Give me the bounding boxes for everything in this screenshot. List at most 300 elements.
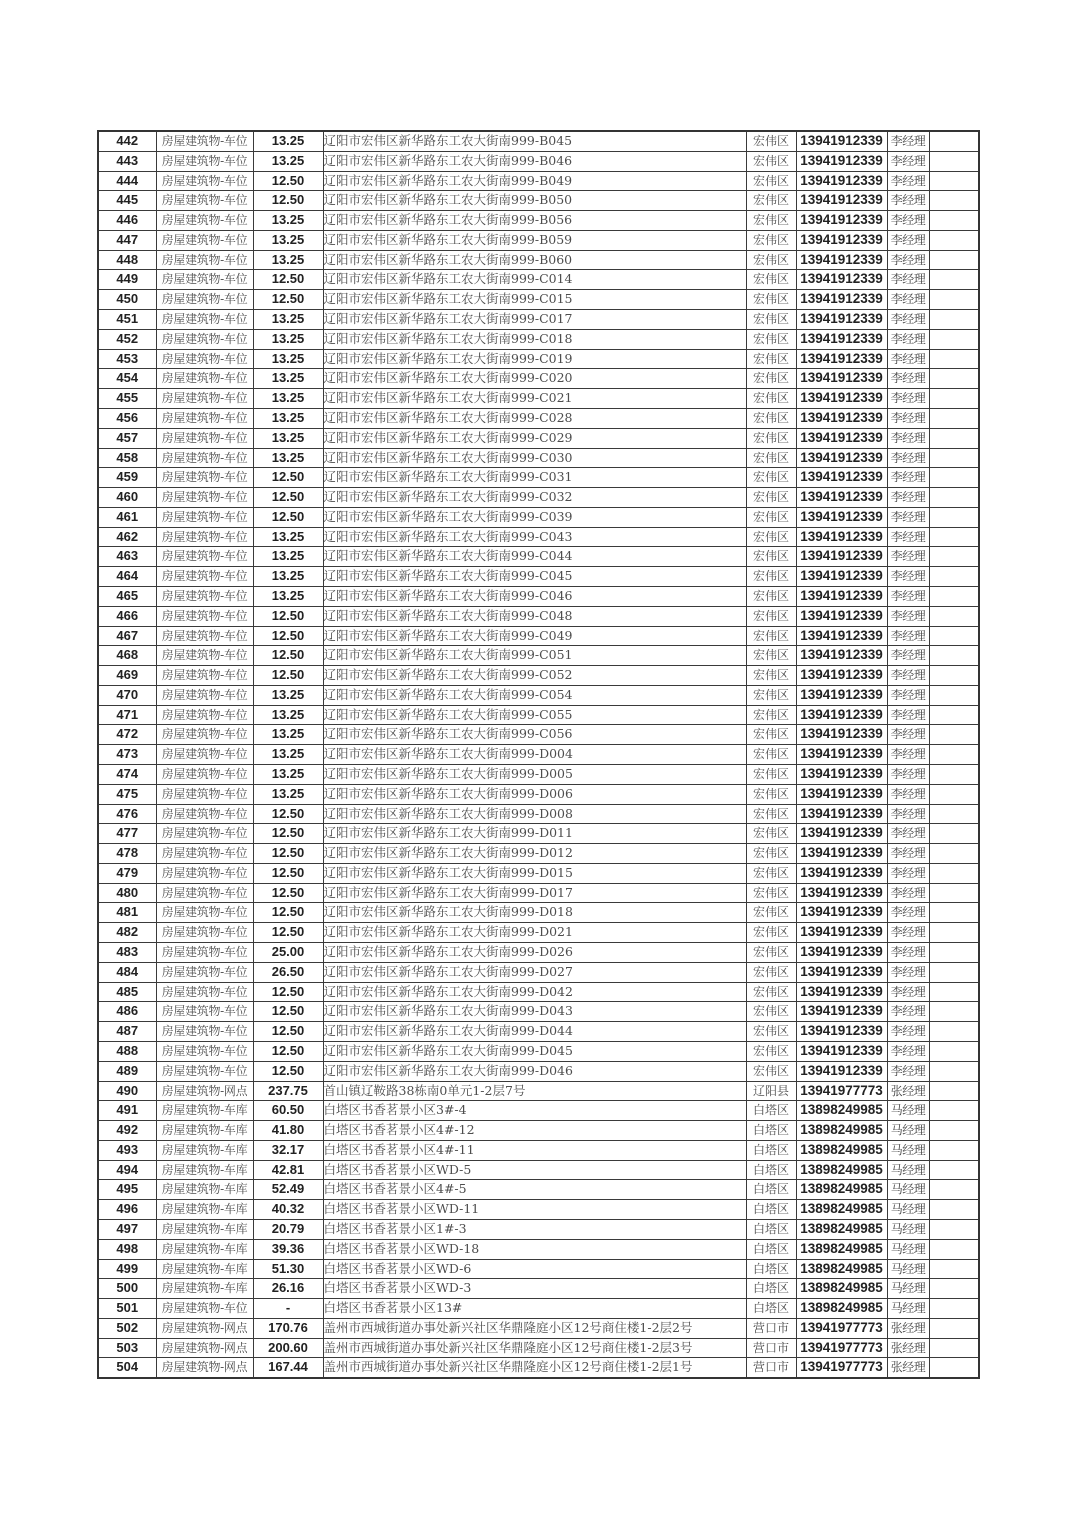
cell-district: 宏伟区 <box>746 1041 796 1061</box>
table-row <box>98 685 979 705</box>
cell-phone-number: 13941912339 <box>796 507 887 527</box>
cell-row-number: 446 <box>98 211 156 231</box>
cell-empty-cell <box>929 151 979 171</box>
cell-row-number: 469 <box>98 666 156 686</box>
cell-manager-name: 李经理 <box>887 1061 929 1081</box>
table-row <box>98 1002 979 1022</box>
table-row <box>98 883 979 903</box>
cell-district: 白塔区 <box>746 1219 796 1239</box>
cell-area-value: 13.25 <box>253 685 323 705</box>
cell-district: 宏伟区 <box>746 547 796 567</box>
cell-district: 宏伟区 <box>746 310 796 330</box>
cell-empty-cell <box>929 250 979 270</box>
cell-manager-name: 李经理 <box>887 725 929 745</box>
cell-row-number: 473 <box>98 745 156 765</box>
cell-manager-name: 李经理 <box>887 765 929 785</box>
table-row <box>98 824 979 844</box>
cell-row-number: 443 <box>98 151 156 171</box>
cell-area-value: 42.81 <box>253 1160 323 1180</box>
cell-phone-number: 13941912339 <box>796 428 887 448</box>
table-row <box>98 725 979 745</box>
cell-property-type: 房屋建筑物-车位 <box>156 428 253 448</box>
cell-area-value: 13.25 <box>253 349 323 369</box>
cell-phone-number: 13941912339 <box>796 903 887 923</box>
cell-empty-cell <box>929 982 979 1002</box>
cell-empty-cell <box>929 1219 979 1239</box>
cell-area-value: 12.50 <box>253 606 323 626</box>
cell-row-number: 479 <box>98 863 156 883</box>
cell-manager-name: 李经理 <box>887 1002 929 1022</box>
cell-address: 盖州市西城街道办事处新兴社区华鼎隆庭小区12号商住楼1-2层3号 <box>323 1338 746 1358</box>
cell-phone-number: 13941912339 <box>796 804 887 824</box>
cell-property-type: 房屋建筑物-网点 <box>156 1318 253 1338</box>
cell-area-value: 12.50 <box>253 824 323 844</box>
cell-phone-number: 13941912339 <box>796 131 887 151</box>
cell-district: 宏伟区 <box>746 784 796 804</box>
cell-row-number: 468 <box>98 646 156 666</box>
table-row <box>98 1259 979 1279</box>
cell-manager-name: 李经理 <box>887 349 929 369</box>
table-row <box>98 646 979 666</box>
cell-row-number: 501 <box>98 1299 156 1319</box>
cell-row-number: 499 <box>98 1259 156 1279</box>
cell-area-value: 13.25 <box>253 567 323 587</box>
cell-row-number: 478 <box>98 844 156 864</box>
table-row <box>98 1299 979 1319</box>
cell-row-number: 474 <box>98 765 156 785</box>
cell-address: 辽阳市宏伟区新华路东工农大街南999-D018 <box>323 903 746 923</box>
cell-property-type: 房屋建筑物-车位 <box>156 844 253 864</box>
table-row <box>98 1219 979 1239</box>
cell-phone-number: 13898249985 <box>796 1219 887 1239</box>
cell-manager-name: 马经理 <box>887 1140 929 1160</box>
cell-phone-number: 13941912339 <box>796 488 887 508</box>
table-row <box>98 448 979 468</box>
cell-manager-name: 马经理 <box>887 1239 929 1259</box>
cell-district: 宏伟区 <box>746 369 796 389</box>
cell-area-value: 237.75 <box>253 1081 323 1101</box>
cell-address: 白塔区书香茗景小区4#-12 <box>323 1121 746 1141</box>
cell-district: 宏伟区 <box>746 448 796 468</box>
cell-district: 宏伟区 <box>746 567 796 587</box>
cell-area-value: 13.25 <box>253 705 323 725</box>
cell-manager-name: 李经理 <box>887 250 929 270</box>
cell-empty-cell <box>929 191 979 211</box>
table-row <box>98 230 979 250</box>
cell-property-type: 房屋建筑物-车位 <box>156 943 253 963</box>
cell-property-type: 房屋建筑物-车位 <box>156 1002 253 1022</box>
cell-area-value: 12.50 <box>253 1061 323 1081</box>
cell-manager-name: 张经理 <box>887 1081 929 1101</box>
cell-address: 白塔区书香茗景小区WD-18 <box>323 1239 746 1259</box>
cell-phone-number: 13941912339 <box>796 824 887 844</box>
table-row <box>98 151 979 171</box>
cell-manager-name: 李经理 <box>887 824 929 844</box>
table-row <box>98 1180 979 1200</box>
cell-manager-name: 李经理 <box>887 488 929 508</box>
cell-address: 白塔区书香茗景小区WD-3 <box>323 1279 746 1299</box>
cell-empty-cell <box>929 666 979 686</box>
cell-row-number: 487 <box>98 1022 156 1042</box>
cell-empty-cell <box>929 270 979 290</box>
cell-manager-name: 李经理 <box>887 883 929 903</box>
cell-address: 白塔区书香茗景小区WD-5 <box>323 1160 746 1180</box>
cell-district: 宏伟区 <box>746 230 796 250</box>
cell-manager-name: 李经理 <box>887 389 929 409</box>
cell-phone-number: 13898249985 <box>796 1259 887 1279</box>
cell-area-value: 25.00 <box>253 943 323 963</box>
cell-address: 白塔区书香茗景小区1#-3 <box>323 1219 746 1239</box>
cell-row-number: 504 <box>98 1358 156 1378</box>
cell-address: 首山镇辽鞍路38栋南0单元1-2层7号 <box>323 1081 746 1101</box>
table-row <box>98 290 979 310</box>
cell-district: 营口市 <box>746 1338 796 1358</box>
cell-phone-number: 13941912339 <box>796 1041 887 1061</box>
cell-manager-name: 马经理 <box>887 1259 929 1279</box>
cell-address: 辽阳市宏伟区新华路东工农大街南999-B056 <box>323 211 746 231</box>
cell-phone-number: 13898249985 <box>796 1180 887 1200</box>
cell-area-value: 12.50 <box>253 1022 323 1042</box>
cell-manager-name: 马经理 <box>887 1101 929 1121</box>
cell-property-type: 房屋建筑物-车位 <box>156 982 253 1002</box>
cell-row-number: 497 <box>98 1219 156 1239</box>
cell-property-type: 房屋建筑物-车位 <box>156 666 253 686</box>
cell-phone-number: 13898249985 <box>796 1299 887 1319</box>
cell-address: 辽阳市宏伟区新华路东工农大街南999-C055 <box>323 705 746 725</box>
cell-address: 辽阳市宏伟区新华路东工农大街南999-D004 <box>323 745 746 765</box>
cell-phone-number: 13941912339 <box>796 389 887 409</box>
cell-area-value: 12.50 <box>253 290 323 310</box>
cell-district: 宏伟区 <box>746 705 796 725</box>
table-row <box>98 863 979 883</box>
cell-empty-cell <box>929 923 979 943</box>
cell-empty-cell <box>929 171 979 191</box>
cell-area-value: 200.60 <box>253 1338 323 1358</box>
cell-address: 辽阳市宏伟区新华路东工农大街南999-C029 <box>323 428 746 448</box>
cell-empty-cell <box>929 705 979 725</box>
cell-manager-name: 李经理 <box>887 468 929 488</box>
table-row <box>98 1121 979 1141</box>
cell-empty-cell <box>929 1299 979 1319</box>
table-row <box>98 943 979 963</box>
cell-address: 辽阳市宏伟区新华路东工农大街南999-C018 <box>323 329 746 349</box>
cell-district: 宏伟区 <box>746 191 796 211</box>
cell-row-number: 463 <box>98 547 156 567</box>
cell-district: 宏伟区 <box>746 488 796 508</box>
table-row <box>98 349 979 369</box>
cell-phone-number: 13941912339 <box>796 982 887 1002</box>
cell-row-number: 466 <box>98 606 156 626</box>
cell-phone-number: 13941912339 <box>796 250 887 270</box>
table-row <box>98 131 979 151</box>
cell-area-value: 60.50 <box>253 1101 323 1121</box>
cell-property-type: 房屋建筑物-车位 <box>156 527 253 547</box>
cell-address: 辽阳市宏伟区新华路东工农大街南999-C046 <box>323 586 746 606</box>
cell-empty-cell <box>929 725 979 745</box>
cell-address: 辽阳市宏伟区新华路东工农大街南999-C056 <box>323 725 746 745</box>
cell-phone-number: 13941912339 <box>796 527 887 547</box>
cell-row-number: 464 <box>98 567 156 587</box>
table-row <box>98 765 979 785</box>
table-row <box>98 310 979 330</box>
cell-district: 宏伟区 <box>746 883 796 903</box>
cell-empty-cell <box>929 211 979 231</box>
cell-district: 宏伟区 <box>746 586 796 606</box>
cell-row-number: 454 <box>98 369 156 389</box>
cell-district: 宏伟区 <box>746 468 796 488</box>
cell-district: 宏伟区 <box>746 171 796 191</box>
cell-area-value: 12.50 <box>253 844 323 864</box>
cell-phone-number: 13941912339 <box>796 567 887 587</box>
cell-district: 白塔区 <box>746 1259 796 1279</box>
cell-district: 宏伟区 <box>746 349 796 369</box>
cell-district: 宏伟区 <box>746 329 796 349</box>
cell-area-value: 51.30 <box>253 1259 323 1279</box>
cell-empty-cell <box>929 685 979 705</box>
cell-property-type: 房屋建筑物-车库 <box>156 1180 253 1200</box>
cell-address: 辽阳市宏伟区新华路东工农大街南999-D015 <box>323 863 746 883</box>
cell-address: 辽阳市宏伟区新华路东工农大街南999-C052 <box>323 666 746 686</box>
cell-manager-name: 李经理 <box>887 844 929 864</box>
cell-address: 辽阳市宏伟区新华路东工农大街南999-D008 <box>323 804 746 824</box>
cell-district: 宏伟区 <box>746 211 796 231</box>
cell-address: 辽阳市宏伟区新华路东工农大街南999-B046 <box>323 151 746 171</box>
cell-area-value: 12.50 <box>253 626 323 646</box>
cell-manager-name: 李经理 <box>887 369 929 389</box>
cell-empty-cell <box>929 1121 979 1141</box>
cell-row-number: 477 <box>98 824 156 844</box>
cell-district: 宏伟区 <box>746 131 796 151</box>
cell-address: 辽阳市宏伟区新华路东工农大街南999-C048 <box>323 606 746 626</box>
cell-area-value: 13.25 <box>253 329 323 349</box>
table-row <box>98 1338 979 1358</box>
cell-row-number: 498 <box>98 1239 156 1259</box>
cell-empty-cell <box>929 488 979 508</box>
cell-empty-cell <box>929 1041 979 1061</box>
cell-row-number: 445 <box>98 191 156 211</box>
cell-property-type: 房屋建筑物-车位 <box>156 151 253 171</box>
cell-phone-number: 13941912339 <box>796 725 887 745</box>
cell-manager-name: 李经理 <box>887 1022 929 1042</box>
cell-property-type: 房屋建筑物-车位 <box>156 784 253 804</box>
cell-row-number: 488 <box>98 1041 156 1061</box>
table-row <box>98 606 979 626</box>
cell-manager-name: 李经理 <box>887 191 929 211</box>
table-row <box>98 784 979 804</box>
cell-area-value: - <box>253 1299 323 1319</box>
cell-manager-name: 李经理 <box>887 784 929 804</box>
cell-address: 辽阳市宏伟区新华路东工农大街南999-D011 <box>323 824 746 844</box>
cell-phone-number: 13941912339 <box>796 369 887 389</box>
cell-empty-cell <box>929 804 979 824</box>
cell-address: 辽阳市宏伟区新华路东工农大街南999-B049 <box>323 171 746 191</box>
cell-empty-cell <box>929 1022 979 1042</box>
cell-phone-number: 13941912339 <box>796 863 887 883</box>
cell-phone-number: 13941977773 <box>796 1338 887 1358</box>
cell-area-value: 13.25 <box>253 151 323 171</box>
table-row <box>98 844 979 864</box>
cell-district: 宏伟区 <box>746 982 796 1002</box>
cell-area-value: 13.25 <box>253 389 323 409</box>
cell-phone-number: 13941912339 <box>796 408 887 428</box>
cell-area-value: 13.25 <box>253 725 323 745</box>
cell-address: 辽阳市宏伟区新华路东工农大街南999-D027 <box>323 962 746 982</box>
table-row <box>98 1140 979 1160</box>
cell-property-type: 房屋建筑物-网点 <box>156 1338 253 1358</box>
cell-phone-number: 13941912339 <box>796 310 887 330</box>
cell-property-type: 房屋建筑物-车位 <box>156 507 253 527</box>
cell-address: 白塔区书香茗景小区WD-6 <box>323 1259 746 1279</box>
cell-area-value: 26.50 <box>253 962 323 982</box>
cell-property-type: 房屋建筑物-车位 <box>156 824 253 844</box>
table-row <box>98 211 979 231</box>
cell-property-type: 房屋建筑物-车位 <box>156 547 253 567</box>
cell-manager-name: 张经理 <box>887 1338 929 1358</box>
cell-phone-number: 13941912339 <box>796 547 887 567</box>
cell-district: 白塔区 <box>746 1160 796 1180</box>
cell-address: 辽阳市宏伟区新华路东工农大街南999-D017 <box>323 883 746 903</box>
table-row <box>98 666 979 686</box>
cell-address: 辽阳市宏伟区新华路东工农大街南999-C051 <box>323 646 746 666</box>
cell-manager-name: 李经理 <box>887 685 929 705</box>
cell-area-value: 13.25 <box>253 211 323 231</box>
cell-manager-name: 马经理 <box>887 1299 929 1319</box>
cell-area-value: 13.25 <box>253 230 323 250</box>
cell-row-number: 472 <box>98 725 156 745</box>
cell-row-number: 470 <box>98 685 156 705</box>
cell-empty-cell <box>929 428 979 448</box>
cell-empty-cell <box>929 1101 979 1121</box>
cell-manager-name: 李经理 <box>887 270 929 290</box>
cell-property-type: 房屋建筑物-车库 <box>156 1259 253 1279</box>
cell-empty-cell <box>929 943 979 963</box>
cell-row-number: 467 <box>98 626 156 646</box>
cell-phone-number: 13941912339 <box>796 626 887 646</box>
cell-property-type: 房屋建筑物-车位 <box>156 725 253 745</box>
cell-row-number: 462 <box>98 527 156 547</box>
cell-empty-cell <box>929 824 979 844</box>
cell-manager-name: 李经理 <box>887 230 929 250</box>
cell-area-value: 41.80 <box>253 1121 323 1141</box>
table-row <box>98 962 979 982</box>
cell-area-value: 32.17 <box>253 1140 323 1160</box>
cell-area-value: 13.25 <box>253 745 323 765</box>
cell-district: 宏伟区 <box>746 863 796 883</box>
cell-address: 辽阳市宏伟区新华路东工农大街南999-D012 <box>323 844 746 864</box>
table-row <box>98 923 979 943</box>
cell-row-number: 456 <box>98 408 156 428</box>
cell-manager-name: 李经理 <box>887 863 929 883</box>
cell-row-number: 489 <box>98 1061 156 1081</box>
table-row <box>98 468 979 488</box>
cell-phone-number: 13941912339 <box>796 745 887 765</box>
cell-phone-number: 13898249985 <box>796 1239 887 1259</box>
cell-empty-cell <box>929 468 979 488</box>
cell-property-type: 房屋建筑物-网点 <box>156 1081 253 1101</box>
table-row <box>98 428 979 448</box>
cell-district: 宏伟区 <box>746 270 796 290</box>
cell-area-value: 170.76 <box>253 1318 323 1338</box>
cell-row-number: 491 <box>98 1101 156 1121</box>
cell-manager-name: 李经理 <box>887 923 929 943</box>
cell-row-number: 461 <box>98 507 156 527</box>
cell-property-type: 房屋建筑物-车位 <box>156 1299 253 1319</box>
cell-manager-name: 李经理 <box>887 211 929 231</box>
cell-address: 辽阳市宏伟区新华路东工农大街南999-D043 <box>323 1002 746 1022</box>
cell-row-number: 444 <box>98 171 156 191</box>
cell-row-number: 447 <box>98 230 156 250</box>
table-row <box>98 547 979 567</box>
cell-phone-number: 13941912339 <box>796 844 887 864</box>
cell-property-type: 房屋建筑物-车库 <box>156 1200 253 1220</box>
cell-property-type: 房屋建筑物-车库 <box>156 1239 253 1259</box>
cell-district: 辽阳县 <box>746 1081 796 1101</box>
cell-address: 辽阳市宏伟区新华路东工农大街南999-C054 <box>323 685 746 705</box>
cell-manager-name: 李经理 <box>887 507 929 527</box>
cell-property-type: 房屋建筑物-车位 <box>156 765 253 785</box>
cell-property-type: 房屋建筑物-车库 <box>156 1140 253 1160</box>
cell-district: 宏伟区 <box>746 1002 796 1022</box>
cell-address: 辽阳市宏伟区新华路东工农大街南999-D045 <box>323 1041 746 1061</box>
cell-property-type: 房屋建筑物-车位 <box>156 250 253 270</box>
cell-district: 宏伟区 <box>746 606 796 626</box>
cell-phone-number: 13941977773 <box>796 1358 887 1378</box>
cell-district: 宏伟区 <box>746 250 796 270</box>
cell-district: 宏伟区 <box>746 962 796 982</box>
cell-property-type: 房屋建筑物-车位 <box>156 685 253 705</box>
cell-phone-number: 13941912339 <box>796 448 887 468</box>
cell-district: 宏伟区 <box>746 804 796 824</box>
cell-address: 辽阳市宏伟区新华路东工农大街南999-C015 <box>323 290 746 310</box>
cell-district: 宏伟区 <box>746 1061 796 1081</box>
cell-phone-number: 13941977773 <box>796 1081 887 1101</box>
cell-empty-cell <box>929 1259 979 1279</box>
cell-area-value: 13.25 <box>253 547 323 567</box>
table-row <box>98 804 979 824</box>
cell-area-value: 13.25 <box>253 310 323 330</box>
table-row <box>98 1160 979 1180</box>
cell-phone-number: 13898249985 <box>796 1200 887 1220</box>
cell-area-value: 12.50 <box>253 488 323 508</box>
cell-district: 白塔区 <box>746 1279 796 1299</box>
cell-phone-number: 13941912339 <box>796 923 887 943</box>
cell-phone-number: 13941912339 <box>796 666 887 686</box>
cell-property-type: 房屋建筑物-车库 <box>156 1219 253 1239</box>
cell-manager-name: 马经理 <box>887 1200 929 1220</box>
cell-row-number: 483 <box>98 943 156 963</box>
cell-district: 白塔区 <box>746 1299 796 1319</box>
cell-area-value: 13.25 <box>253 448 323 468</box>
cell-row-number: 493 <box>98 1140 156 1160</box>
cell-address: 辽阳市宏伟区新华路东工农大街南999-B050 <box>323 191 746 211</box>
cell-address: 盖州市西城街道办事处新兴社区华鼎隆庭小区12号商住楼1-2层2号 <box>323 1318 746 1338</box>
cell-empty-cell <box>929 1358 979 1378</box>
cell-district: 宏伟区 <box>746 685 796 705</box>
cell-area-value: 13.25 <box>253 131 323 151</box>
cell-phone-number: 13941912339 <box>796 586 887 606</box>
cell-property-type: 房屋建筑物-车位 <box>156 310 253 330</box>
cell-address: 盖州市西城街道办事处新兴社区华鼎隆庭小区12号商住楼1-2层1号 <box>323 1358 746 1378</box>
cell-empty-cell <box>929 626 979 646</box>
cell-district: 营口市 <box>746 1318 796 1338</box>
cell-area-value: 13.25 <box>253 527 323 547</box>
cell-property-type: 房屋建筑物-车位 <box>156 349 253 369</box>
cell-phone-number: 13941912339 <box>796 1061 887 1081</box>
cell-manager-name: 李经理 <box>887 745 929 765</box>
cell-area-value: 12.50 <box>253 863 323 883</box>
cell-manager-name: 李经理 <box>887 1041 929 1061</box>
cell-district: 宏伟区 <box>746 824 796 844</box>
